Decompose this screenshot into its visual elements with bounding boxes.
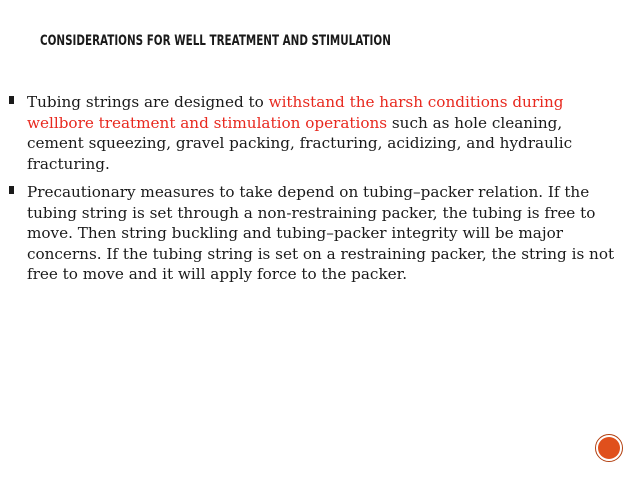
- bullet-text-part1: Tubing strings are designed to: [27, 93, 269, 111]
- bullet-item: [8, 182, 620, 285]
- bullet-highlighted-text: withstand the harsh conditions during wellbore treatment and stimulation operations: [27, 93, 564, 132]
- circle-nav-button-icon[interactable]: [595, 434, 623, 462]
- square-bullet-icon: [9, 96, 14, 104]
- slide-title: CONSIDERATIONS FOR WELL TREATMENT AND STIMULATION: [40, 33, 391, 49]
- bullet-text: Precautionary measures to take depend on tubing–packer relation. If the tubing string is set through a non-restraining packer, the tubing is free to move. Then string buckling and tubing–packer integrity will be major concerns. If the tubing string is set on a restraining packer, the string is not free to move and it will apply force to the packer.: [27, 183, 615, 283]
- nav-button-fill: [598, 437, 620, 459]
- bullet-text-part2: such as hole cleaning, cement squeezing, gravel packing, fracturing, acidizing, and hydraulic fracturing.: [27, 113, 573, 173]
- square-bullet-icon: [9, 186, 14, 194]
- bullet-item: [8, 92, 620, 174]
- bullet-list: [8, 92, 620, 293]
